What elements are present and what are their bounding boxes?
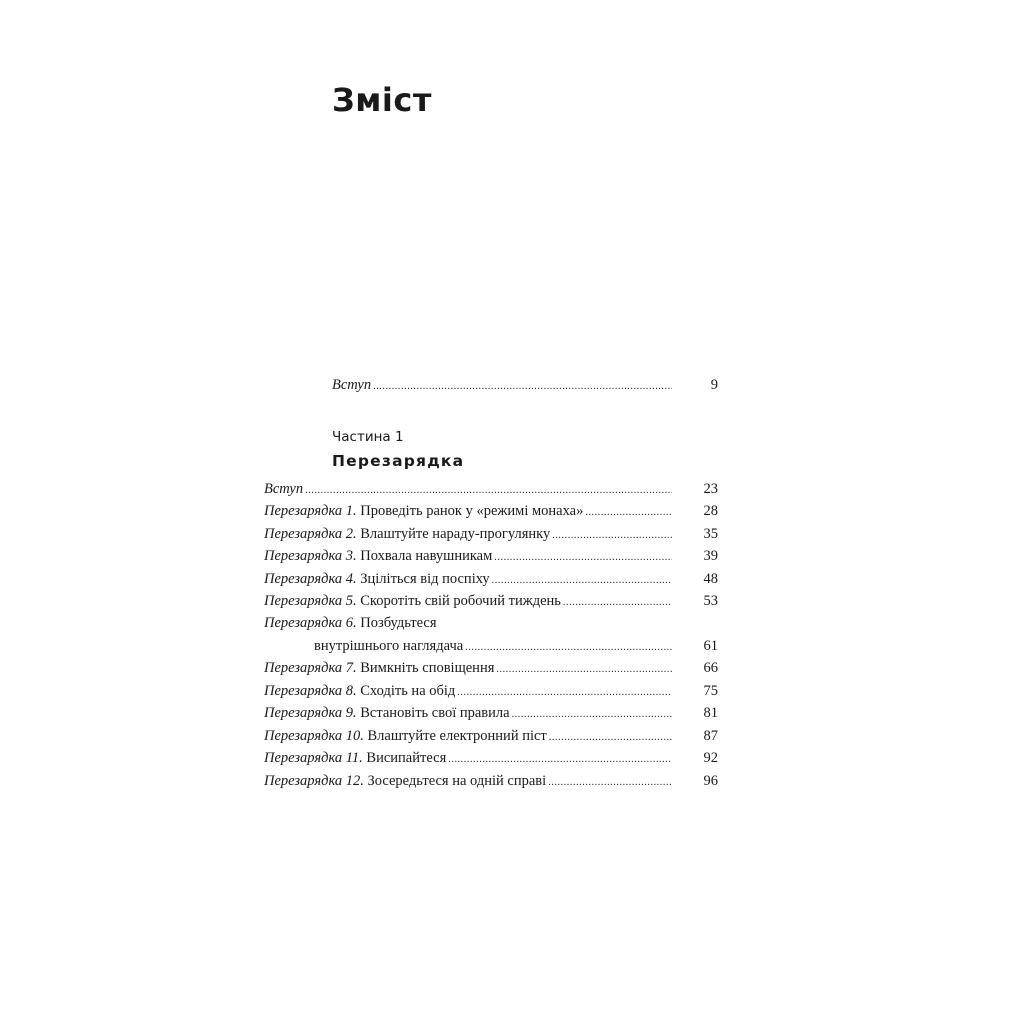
toc-entry-prefix: Перезарядка 1. [264, 503, 357, 519]
toc-entry-label: Вступ [332, 377, 372, 393]
toc-entry-title: Влаштуйте електронний піст [367, 728, 547, 744]
toc-entry-title: Проведіть ранок у «режимі монаха» [360, 503, 584, 519]
toc-entry[interactable] [264, 748, 718, 770]
dot-leader [512, 705, 672, 725]
toc-entry-prefix: Перезарядка 5. [264, 593, 357, 609]
page-number: 23 [703, 481, 718, 497]
page-number: 96 [703, 773, 718, 789]
toc-entry[interactable] [264, 569, 718, 591]
page-number: 35 [703, 526, 718, 542]
part-title: Перезарядка [332, 452, 465, 470]
dot-leader [492, 571, 672, 591]
toc-entry-title: Сходіть на обід [360, 683, 456, 699]
toc-entry-prefix: Вступ [264, 481, 304, 497]
page-title: Зміст [332, 81, 432, 119]
toc-entry-prefix: Перезарядка 2. [264, 526, 357, 542]
page-number: 75 [703, 683, 718, 699]
dot-leader [305, 481, 672, 501]
dot-leader [552, 526, 672, 546]
toc-entry[interactable] [264, 703, 718, 725]
dot-leader [494, 548, 672, 568]
dot-leader [448, 750, 672, 770]
toc-entry[interactable] [264, 591, 718, 613]
toc-entry-title: Позбудьтеся [360, 615, 437, 631]
toc-entry[interactable] [264, 546, 718, 568]
toc-entry-prefix: Перезарядка 3. [264, 548, 357, 564]
toc-entry-prefix: Перезарядка 8. [264, 683, 357, 699]
toc-entry-title: Зосередьтеся на одній справі [367, 773, 547, 789]
toc-entry-title: Вимкніть сповіщення [360, 660, 495, 676]
toc-entry[interactable] [314, 636, 718, 658]
toc-entry-prefix: Перезарядка 11. [264, 750, 363, 766]
page-number: 39 [703, 548, 718, 564]
toc-entry-title: Скоротіть свій робочий тиждень [360, 593, 561, 609]
toc-entry-prefix: Перезарядка 9. [264, 705, 357, 721]
toc-entry-first-line[interactable] [264, 613, 437, 633]
page-number: 87 [703, 728, 718, 744]
dot-leader [563, 593, 672, 613]
toc-entry[interactable] [264, 524, 718, 546]
dot-leader [457, 683, 672, 703]
toc-entry-intro[interactable] [332, 375, 718, 397]
page-number: 48 [703, 571, 718, 587]
page-number: 9 [710, 377, 718, 393]
toc-entry-prefix: Перезарядка 4. [264, 571, 357, 587]
toc-entry[interactable] [264, 501, 718, 523]
toc-entry[interactable] [264, 681, 718, 703]
toc-entry-title: Зціліться від поспіху [360, 571, 490, 587]
page-number: 61 [703, 638, 718, 654]
part-number-label: Частина 1 [332, 429, 404, 445]
dot-leader [373, 377, 672, 397]
toc-entry[interactable] [264, 726, 718, 748]
toc-entry-title: Влаштуйте нараду-прогулянку [360, 526, 551, 542]
dot-leader [465, 638, 672, 658]
toc-entry-continuation: внутрішнього наглядача [314, 638, 464, 654]
dot-leader [549, 728, 672, 748]
toc-entry[interactable] [264, 479, 718, 501]
toc-entry-prefix: Перезарядка 7. [264, 660, 357, 676]
page-number: 92 [703, 750, 718, 766]
dot-leader [548, 773, 672, 793]
page-number: 53 [703, 593, 718, 609]
page-number: 81 [703, 705, 718, 721]
page-number: 66 [703, 660, 718, 676]
page-number: 28 [703, 503, 718, 519]
toc-entry-prefix: Перезарядка 12. [264, 773, 364, 789]
toc-entry[interactable] [264, 771, 718, 793]
toc-entry-prefix: Перезарядка 6. [264, 615, 357, 631]
dot-leader [585, 503, 672, 523]
toc-entry-title: Похвала навушникам [360, 548, 493, 564]
toc-entry-title: Висипайтеся [366, 750, 447, 766]
toc-entry-prefix: Перезарядка 10. [264, 728, 364, 744]
toc-entry[interactable] [264, 658, 718, 680]
toc-entry-title: Встановіть свої правила [360, 705, 510, 721]
dot-leader [496, 660, 672, 680]
